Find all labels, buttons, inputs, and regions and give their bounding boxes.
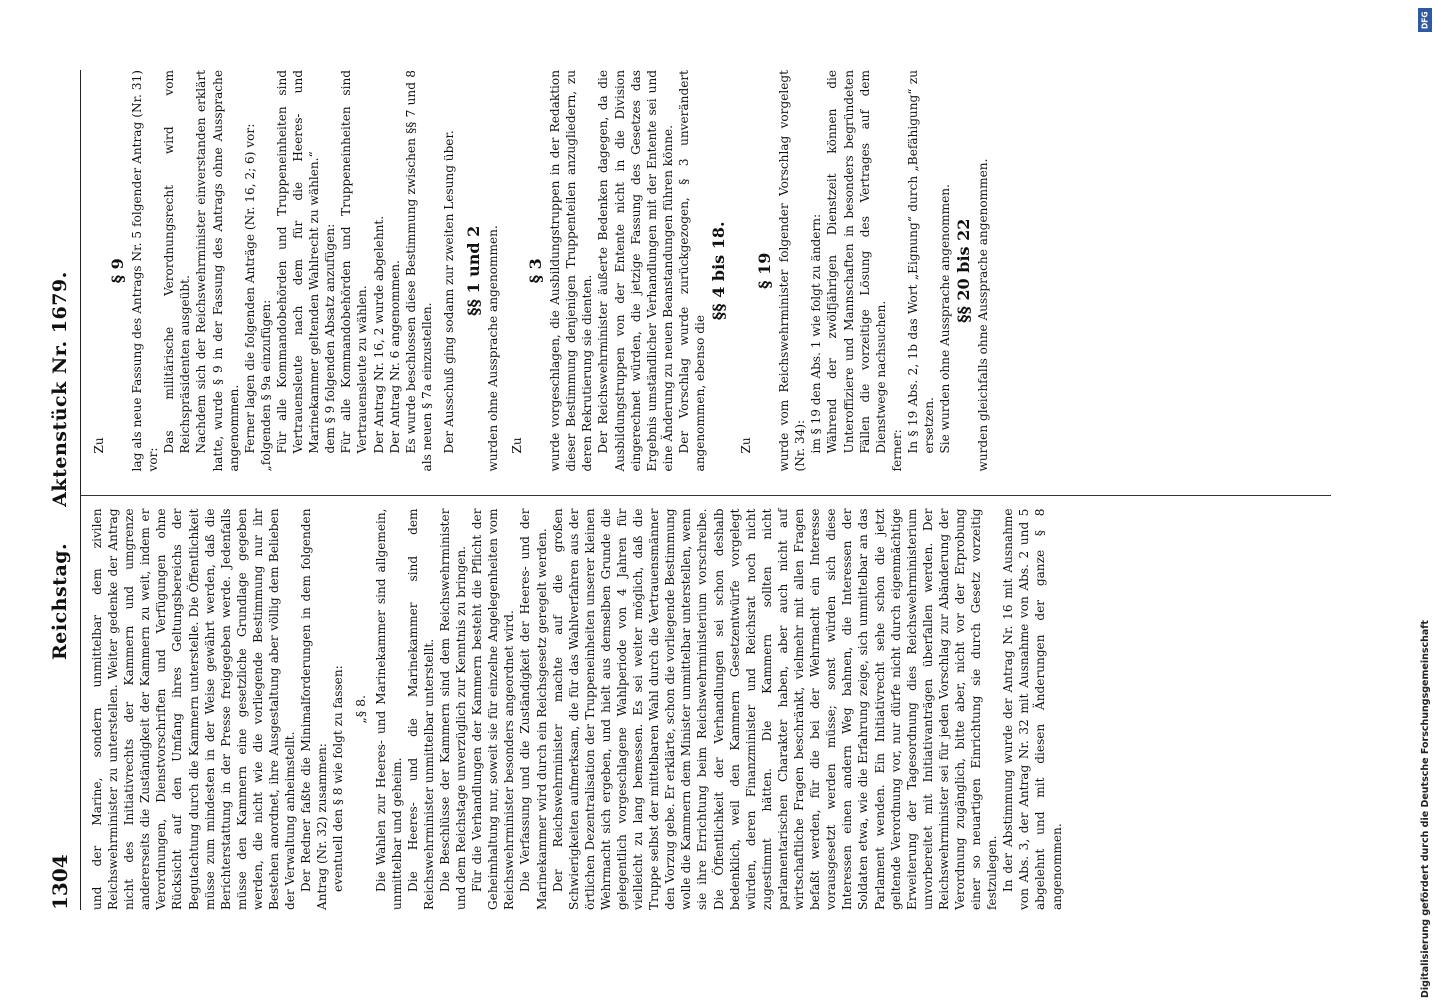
quoted-paragraph: Während der zwölfjährigen Dienstzeit können die Unteroffiziere und Mannschaften in besonders begründeten Fällen die vorzeitige Lösung des Vertrages auf dem Dienstwege nachsuchen. xyxy=(825,70,888,454)
running-title xyxy=(49,235,71,660)
paragraph: wurde vorgeschlagen, die Ausbildungstruppen in der Redaktion dieser Bestimmung denjenigen Truppenteilen anzugliedern, zu deren Rekrutierung sie dienten. xyxy=(548,70,595,472)
paragraph: Der Vorschlag wurde zurückgezogen, § 3 unverändert angenommen, ebenso die xyxy=(676,70,707,472)
paragraph: Der Antrag Nr. 16, 2 wurde abgelehnt. xyxy=(371,215,386,454)
quoted-paragraph: Für alle Kommandobehörden und Truppeneinheiten sind Vertrauensleute zu wählen. xyxy=(339,70,370,454)
paragraph: In der Abstimmung wurde der Antrag Nr. 16 mit Ausnahme von Abs. 3, der Antrag Nr. 32 mit Ausnahme von Abs. 2 und 5 abgelehnt und mit diesen Änderungen der ganze § 8 angenommen. xyxy=(1001,508,1064,910)
page-number: 1304 xyxy=(48,854,72,910)
paragraph: Der Redner faßte die Minimalforderungen in dem folgenden Antrag (Nr. 32) zusammen: xyxy=(299,508,330,910)
zu-label: Zu xyxy=(739,437,754,454)
credit-text: Digitalisierung gefördert durch die Deutsche Forschungsgemeinschaft xyxy=(1420,620,1431,998)
section-heading: § 19 xyxy=(755,252,775,289)
paragraph: dem § 9 folgenden Absatz anzufügen: xyxy=(323,223,338,454)
right-column xyxy=(89,70,1331,472)
quoted-paragraph: In § 19 Abs. 2, 1b das Wort „Eignung“ durch „Befähigung“ zu ersetzen. xyxy=(905,70,937,454)
quoted-paragraph: Das militärische Verordnungsrecht wird vom Reichspräsidenten ausgeübt. xyxy=(162,70,193,454)
paragraph: Sie wurden ohne Aussprache angenommen. xyxy=(938,184,953,454)
paragraph: ferner: xyxy=(889,429,904,472)
quoted-paragraph: Für alle Kommandobehörden und Truppeneinheiten sind Vertrauensleute nach dem für die Heeres- und Marinekammer geltenden Wahlrecht zu wählen.“ xyxy=(274,70,322,454)
quoted-paragraph: Die Beschlüsse der Kammern sind dem Reichswehrminister und dem Reichstage unverzüglich zur Kenntnis zu bringen. xyxy=(437,508,469,910)
paragraph: Der Ausschuß ging sodann zur zweiten Lesung über. xyxy=(441,130,456,454)
section-heading: § 3 xyxy=(526,258,546,284)
quoted-paragraph: Die Wahlen zur Heeres- und Marinekammer sind allgemein, unmittelbar und geheim. xyxy=(373,508,404,910)
page-header xyxy=(46,70,81,910)
digitization-credit xyxy=(1418,8,1434,998)
section-heading: „§ 8. xyxy=(352,694,368,724)
paragraph: wurden gleichfalls ohne Aussprache angenommen. xyxy=(976,158,991,472)
column-divider xyxy=(81,496,1331,497)
section-heading: §§ 20 bis 22 xyxy=(954,218,974,323)
zu-label: Zu xyxy=(510,437,525,454)
paragraph: wurden ohne Aussprache angenommen. xyxy=(485,225,500,472)
quoted-paragraph: Die Verfassung und die Zuständigkeit der Heeres- und der Marinekammer wird durch ein Reichsgesetz geregelt werden. xyxy=(518,508,549,910)
paragraph: Ferner lagen die folgenden Anträge (Nr. 16, 2; 6) vor: xyxy=(242,123,257,454)
paragraph: Der Reichswehrminister äußerte Bedenken dagegen, da die Ausbildungstruppen von der Entente nicht in die Division eingerechnet würden, die jetzige Fassung des Gesetzes das Ergebnis umständlicher Verhandlungen mit der Entente sei und eine Änderung zu neuen Beanstandungen führen könne. xyxy=(596,70,675,472)
quoted-paragraph: Für die Verhandlungen der Kammern besteht die Pflicht der Geheimhaltung nur, soweit sie für einzelne Angelegenheiten vom Reichswehrminister besonders angeordnet wird. xyxy=(470,508,517,910)
paragraph: Es wurde beschlossen diese Bestimmung zwischen §§ 7 und 8 als neuen § 7a einzustellen. xyxy=(403,70,434,472)
paragraph: eventuell den § 8 wie folgt zu fassen: xyxy=(331,665,346,892)
title-left: Reichstag. xyxy=(49,542,71,660)
quoted-paragraph: Die Heeres- und die Marinekammer sind dem Reichswehrminister unmittelbar unterstellt. xyxy=(405,508,436,910)
paragraph: Der Antrag Nr. 6 angenommen. xyxy=(387,260,402,454)
dfg-logo: DFG xyxy=(1418,8,1432,32)
left-column xyxy=(89,509,1331,911)
paragraph: und der Marine, sondern unmittelbar dem zivilen Reichswehrminister zu unterstellen. Weiter gedenke der Antrag nicht des Initiativrechts der Kammern und umgrenze andererseits die Zuständigkeit der Kammern zu weit, indem er Verordnungen, Dienstvorschriften und Verfügungen ohne Rücksicht auf den Umfang ihres Geltungsbereichs der Begutachtung durch die Kammern unterstelle. Die Öffentlichkeit müsse zum mindesten in der Weise gewährt werden, daß die Berichterstattung in der Presse freigegeben werde. Jedenfalls müsse den Kammern eine gesetzliche Grundlage gegeben werden, die nicht wie die vorliegende Bestimmung nur ihr Bestehen anordnet, ihre Ausgestaltung aber völlig dem Belieben der Verwaltung anheimstellt. xyxy=(90,508,298,910)
title-right: Aktenstück Nr. 1679. xyxy=(49,271,71,507)
paragraph: im § 19 den Abs. 1 wie folgt zu ändern: xyxy=(809,213,824,454)
section-heading: §§ 1 und 2 xyxy=(463,225,483,316)
paragraph: Der Reichswehrminister machte auf die großen Schwierigkeiten aufmerksam, die für das Wahlverfahren aus der örtlichen Dezentralisation der Truppeneinheiten unserer kleinen Wehrmacht sich ergeben, und hielt aus demselben Grunde die gelegentlich vorgeschlagene Wahlperiode von 4 Jahren für vielleicht zu lang bemessen. Es sei weiter möglich, daß die Truppe selbst der mittelbaren Wahl durch die Vertrauensmänner den Vorzug gebe. Er erklärte, schon die vorliegende Bestimmung wolle die Kammern dem Minister unmittelbar unterstellen, wenn sie ihre Errichtung beim Reichswehrministerium vorschreibe. Die Öffentlichkeit der Verhandlungen sei schon deshalb bedenklich, weil den Kammern Gesetzentwürfe vorgelegt würden, deren Finanzminister und Reichsrat noch nicht zugestimmt hätten. Die Kammern sollten nicht parlamentarischen Charakter haben, aber auch nicht auf wirtschaftliche Fragen beschränkt, vielmehr mit allen Fragen befaßt werden, für die bei der Wehrmacht ein Interesse vorausgesetzt werden müsse; sonst würden sich diese Interessen einen andern Weg bahnen, die Interessen der Soldaten etwa, wie die Erfahrung zeige, sich unmittelbar an das Parlament wenden. Ein Initiativrecht sehe schon die jetzt geltende Verordnung vor, nur dürfe nicht durch eigenmächtige Erweiterung der Tagesordnung dies Reichswehrministerium unvorbereitet mit Initiativanträgen überfallen werden. Der Reichswehrminister sei für jeden Vorschlag zur Abänderung der Verordnung zugänglich, bitte aber, nicht vor der Erprobung einer so neuartigen Einrichtung sie durch Gesetz vorzeitig festzulegen. xyxy=(550,508,1000,910)
section-heading: §§ 4 bis 18. xyxy=(709,221,729,321)
paragraph: wurde vom Reichswehrminister folgender Vorschlag vorgelegt (Nr. 34): xyxy=(777,70,808,472)
zu-label: Zu xyxy=(92,437,106,454)
section-heading: § 9 xyxy=(108,258,128,284)
paragraph: lag als neue Fassung des Antrags Nr. 5 folgender Antrag (Nr. 31) vor: xyxy=(130,70,161,472)
paragraph: „folgenden § 9a einzufügen: xyxy=(258,299,273,472)
paragraph: Nachdem sich der Reichswehrminister einverstanden erklärt hatte, wurde § 9 in der Fassung des Antrags ohne Aussprache angenommen. xyxy=(194,70,241,472)
